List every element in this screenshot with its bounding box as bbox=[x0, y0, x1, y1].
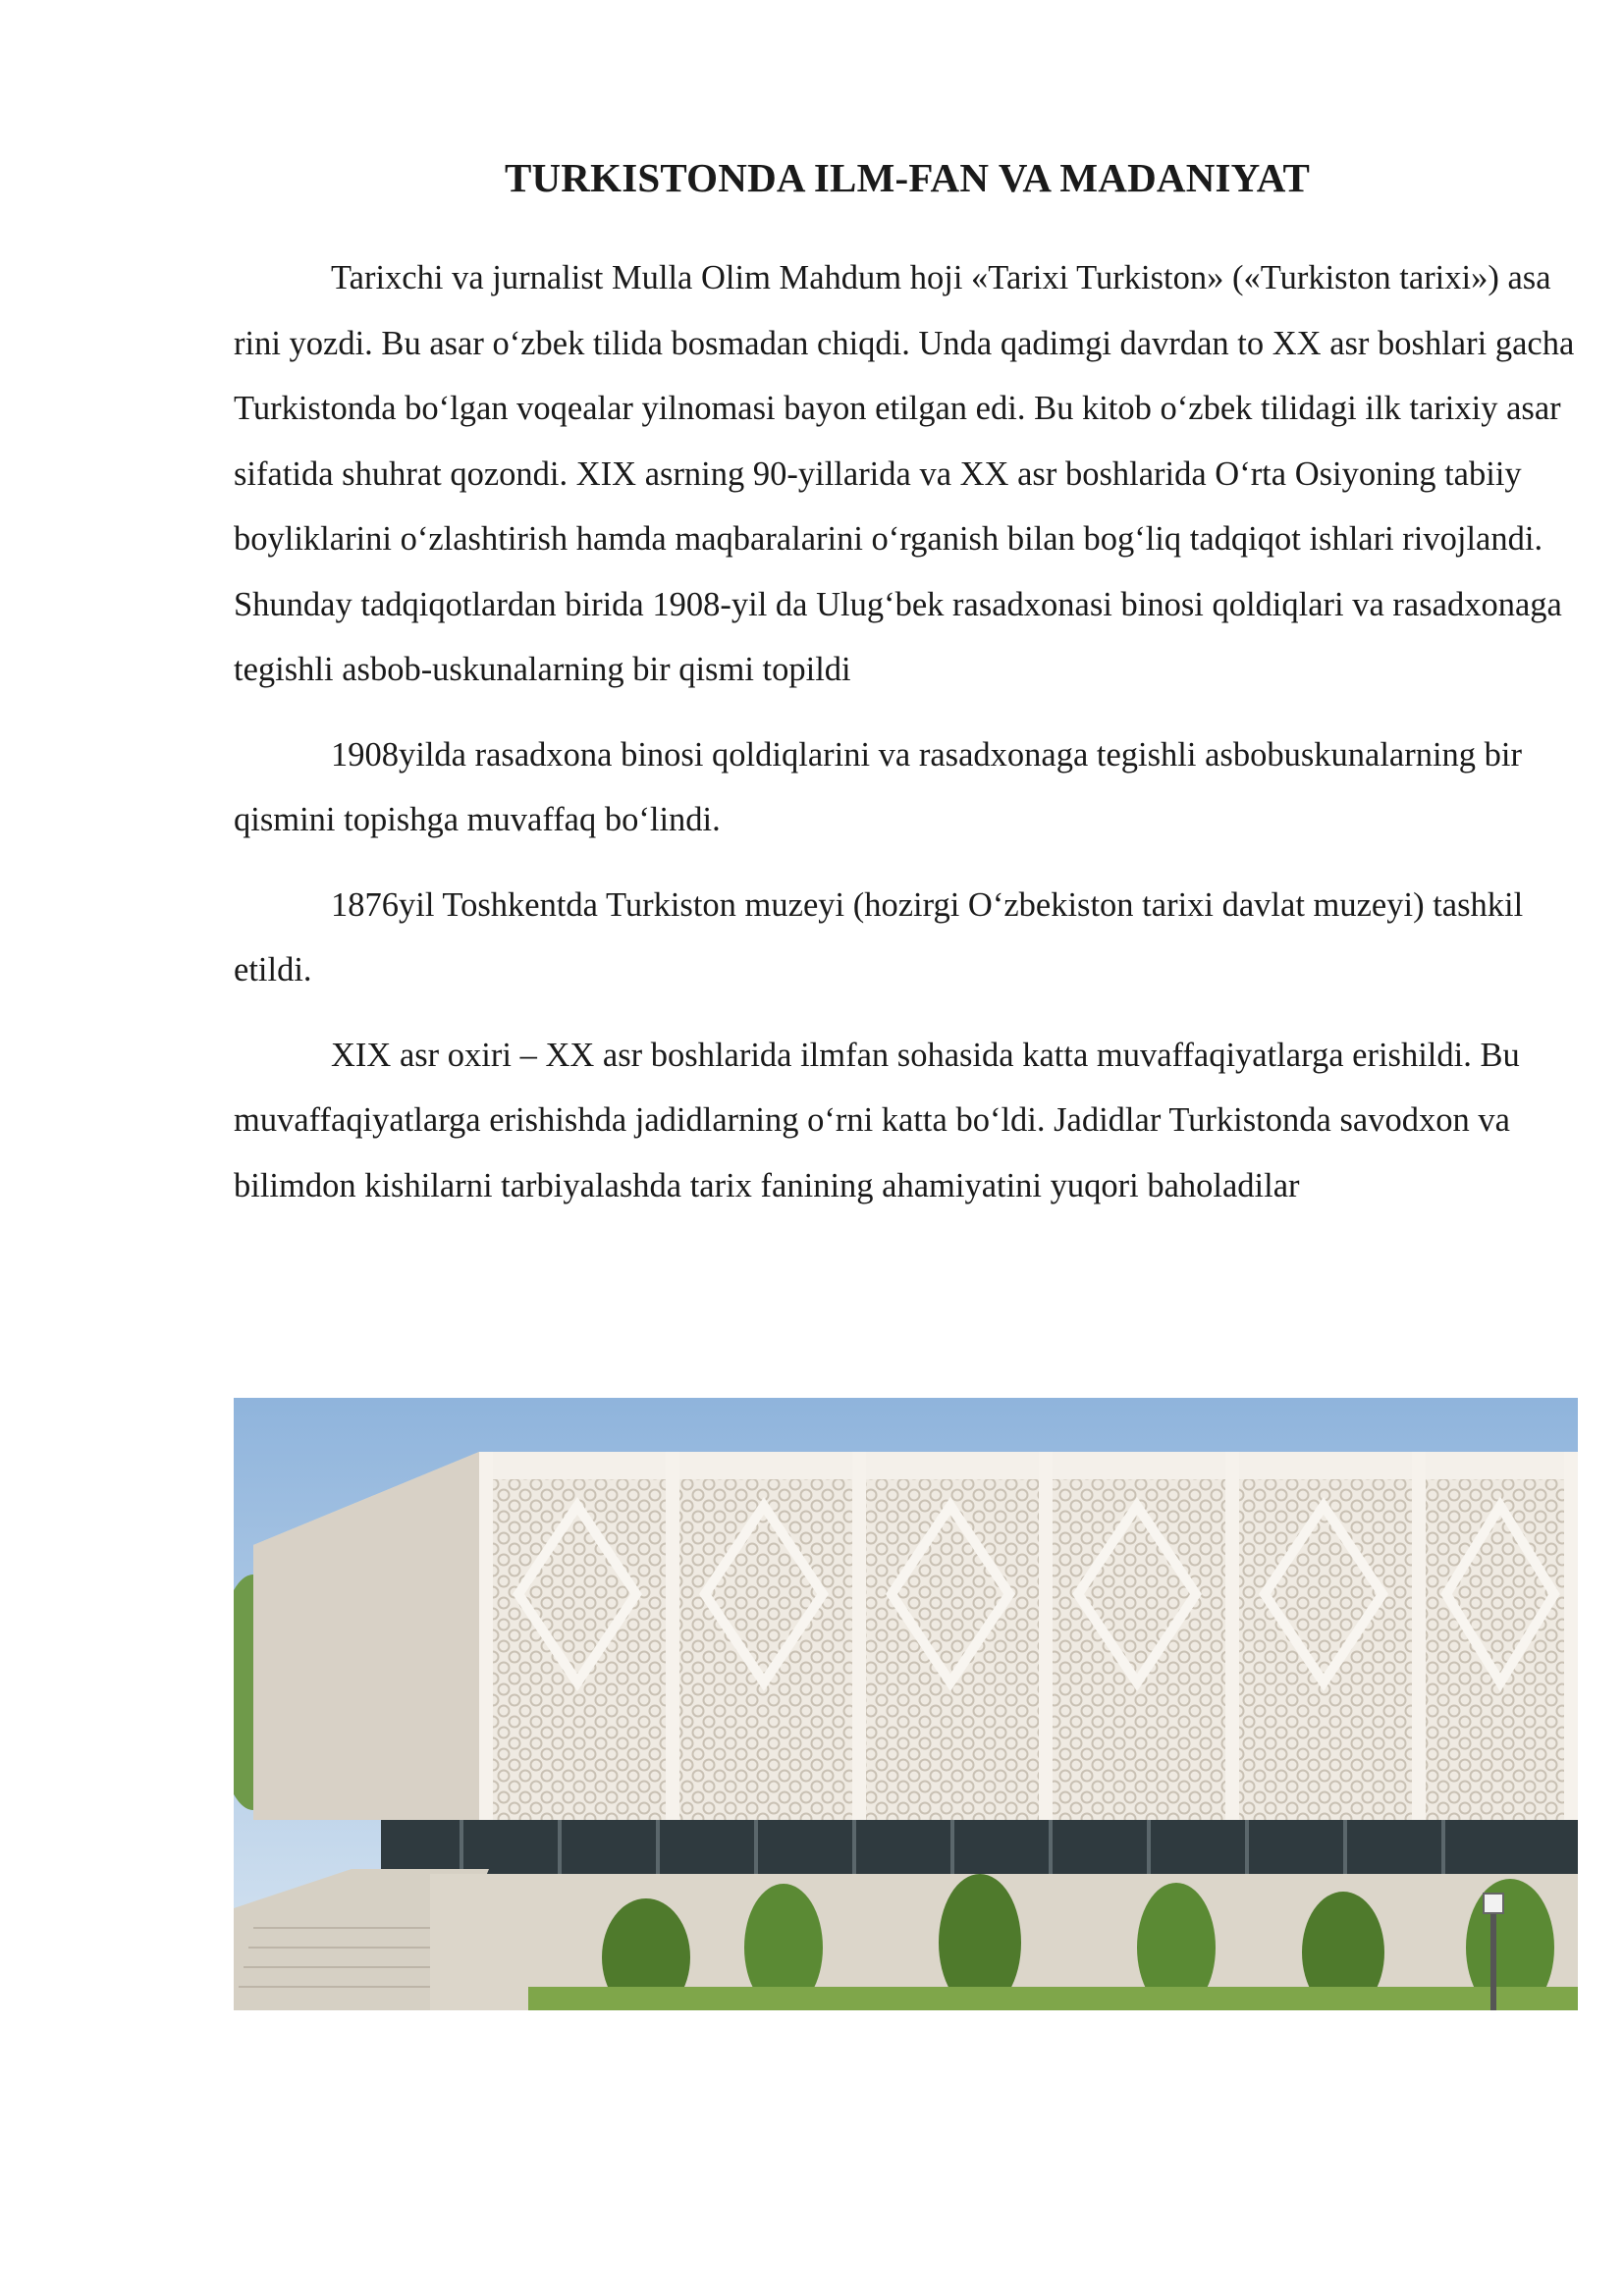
paragraph-2: 1908yilda rasadxona binosi qoldiqlarini va rasadxonaga tegishli asbobuskunalarning bir qismini topishga muvaffaq bo‘lindi. bbox=[234, 735, 1522, 838]
document-body bbox=[234, 245, 1581, 1238]
hedge bbox=[528, 1987, 1578, 2010]
paragraph-3: 1876yil Toshkentda Turkiston muzeyi (hozirgi O‘zbekiston tarixi davlat muzeyi) tashkil etildi. bbox=[234, 885, 1524, 988]
museum-photo-illustration bbox=[234, 1398, 1578, 2010]
lamp-head bbox=[1484, 1894, 1503, 1913]
museum-building-photo bbox=[234, 1398, 1578, 2010]
lamp-post bbox=[1490, 1908, 1496, 2010]
paragraph-4: XIX asr oxiri – XX asr boshlarida ilmfan sohasida katta muvaffaqiyatlarga erishildi. Bu muvaffaqiyatlarga erishishda jadidlarning o‘rni katta bo‘ldi. Jadidlar Turkistonda savodxon va bilimdon kishilarni tarbiyalashda tarix fanining ahamiyatini yuqori baholadilar bbox=[234, 1036, 1520, 1204]
paragraph-1: Tarixchi va jurnalist Mulla Olim Mahdum hoji «Tarixi Turkiston» («Turkiston tarixi») asa rini yozdi. Bu asar o‘zbek tilida bosmadan chiqdi. Unda qadimgi davrdan to XX asr boshlari gacha Turkistonda bo‘lgan voqealar yilnomasi bayon etilgan edi. Bu kitob o‘zbek tilidagi ilk tarixiy asar sifatida shuhrat qozondi. XIX asrning 90-yillarida va XX asr boshlarida O‘rta Osiyoning tabiiy boyliklarini o‘zlashtirish hamda maqbaralarini o‘rganish bilan bog‘liq tadqiqot ishlari rivojlandi. Shunday tadqiqotlardan birida 1908-yil da Ulug‘bek rasadxonasi binosi qoldiqlari va rasadxonaga tegishli asbob-uskunalarning bir qismi topildi bbox=[234, 259, 1575, 688]
document-title: TURKISTONDA ILM-FAN VA MADANIYAT bbox=[504, 155, 1311, 200]
